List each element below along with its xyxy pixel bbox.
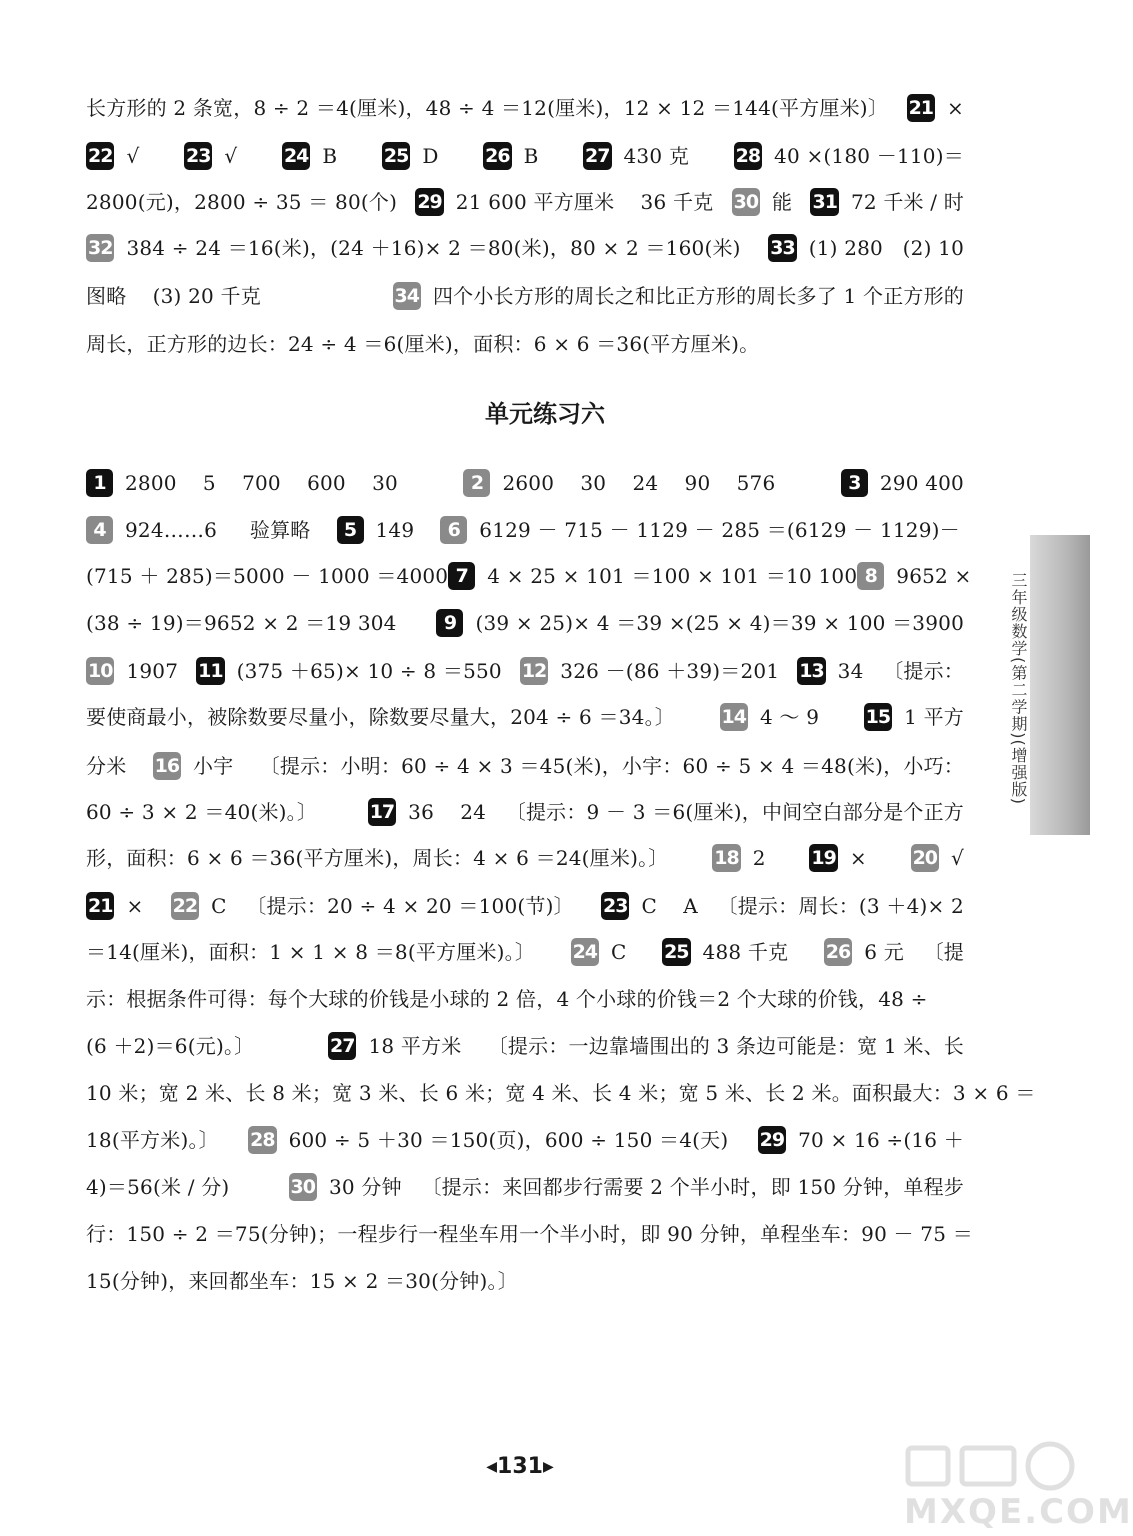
answer-text-segment xyxy=(86,90,888,126)
answer-item xyxy=(171,888,574,924)
answer-text: 15(分钟)，来回都坐车：15 × 2 ＝30(分钟)。〕 xyxy=(86,1269,518,1293)
question-number-badge: 33 xyxy=(768,234,796,262)
answer-text-segment xyxy=(86,605,397,641)
question-number-badge: 23 xyxy=(601,892,629,920)
answer-item xyxy=(436,605,964,641)
answer-text-segment xyxy=(86,1216,973,1252)
question-number-badge: 16 xyxy=(153,752,181,780)
answer-text: × xyxy=(849,846,867,870)
answer-line xyxy=(86,326,964,362)
answer-text-segment xyxy=(86,184,397,220)
answer-line xyxy=(86,230,964,266)
answer-item xyxy=(337,512,415,548)
answer-text: 4)＝56(米 / 分) xyxy=(86,1175,230,1199)
question-number-badge: 11 xyxy=(196,657,224,685)
question-number-badge: 20 xyxy=(911,844,939,872)
answer-line xyxy=(86,90,964,126)
answer-item xyxy=(809,840,866,876)
question-number-badge: 4 xyxy=(86,516,113,544)
question-number-badge: 29 xyxy=(415,188,443,216)
page-number-text: 131 xyxy=(497,1454,543,1479)
question-number-badge: 15 xyxy=(864,703,892,731)
answer-text: √ xyxy=(126,144,140,168)
answer-text: 1907 xyxy=(126,659,179,683)
question-number-badge: 30 xyxy=(289,1173,317,1201)
question-number-badge: 8 xyxy=(857,562,884,590)
answer-line xyxy=(86,1169,964,1205)
answer-text: (715 ＋ 285)＝5000 － 1000 ＝4000 xyxy=(86,564,449,588)
answer-text: (1) 280 (2) 10 xyxy=(808,236,964,260)
answer-line xyxy=(86,184,964,220)
answer-text-segment xyxy=(86,1263,518,1299)
question-number-badge: 13 xyxy=(797,657,825,685)
answer-line xyxy=(86,840,964,876)
answer-line xyxy=(86,748,964,784)
answer-item xyxy=(282,138,337,174)
answer-line xyxy=(86,888,964,924)
answer-item xyxy=(583,138,689,174)
answer-item xyxy=(86,653,178,689)
question-number-badge: 27 xyxy=(583,142,611,170)
question-number-badge: 30 xyxy=(732,188,760,216)
question-number-badge: 6 xyxy=(440,516,467,544)
answer-item xyxy=(520,653,779,689)
answer-text: 326 －(86 ＋39)＝201 xyxy=(560,659,780,683)
answer-item xyxy=(86,230,741,266)
answer-text: 要使商最小，被除数要尽量小，除数要尽量大，204 ÷ 6 ＝34。〕 xyxy=(86,705,675,729)
answer-text: 6129 － 715 － 1129 － 285 ＝(6129 － 1129)－ xyxy=(479,518,960,542)
answer-line xyxy=(86,653,964,689)
question-number-badge: 7 xyxy=(448,562,475,590)
answer-line xyxy=(86,465,964,501)
answer-text: 4 ～ 9 xyxy=(759,705,820,729)
answer-text: 40 ×(180 －110)＝ xyxy=(774,144,964,168)
answer-text: 2600 30 24 90 576 xyxy=(502,471,776,495)
answer-text: 72 千米 / 时 xyxy=(850,190,964,214)
answer-text: 488 千克 xyxy=(702,940,789,964)
question-number-badge: 26 xyxy=(483,142,511,170)
question-number-badge: 29 xyxy=(758,1126,786,1154)
answer-item xyxy=(907,90,964,126)
answer-text: C xyxy=(611,940,627,964)
answer-item xyxy=(328,1028,964,1064)
answer-text: 60 ÷ 3 × 2 ＝40(米)。〕 xyxy=(86,800,318,824)
answer-item xyxy=(86,512,311,548)
answer-item xyxy=(911,840,964,876)
answer-item xyxy=(368,794,964,830)
answer-line xyxy=(86,981,964,1017)
question-number-badge: 25 xyxy=(662,938,690,966)
answer-text: 1 平方 xyxy=(904,705,964,729)
answer-line xyxy=(86,512,964,548)
answer-item xyxy=(393,278,965,314)
question-number-badge: 28 xyxy=(248,1126,276,1154)
question-number-badge: 25 xyxy=(382,142,410,170)
answer-text: B xyxy=(523,144,539,168)
page-number xyxy=(455,1452,585,1482)
answer-item xyxy=(662,934,788,970)
answer-text: (6 ＋2)＝6(元)。〕 xyxy=(86,1034,255,1058)
answer-item xyxy=(864,699,964,735)
answer-text: (375 ＋65)× 10 ÷ 8 ＝550 xyxy=(236,659,502,683)
answer-line xyxy=(86,278,964,314)
question-number-badge: 34 xyxy=(393,282,421,310)
answer-text: 384 ÷ 24 ＝16(米)，(24 ＋16)× 2 ＝80(米)，80 × 2 ＝160(米) xyxy=(126,236,741,260)
question-number-badge: 27 xyxy=(328,1032,356,1060)
answer-text: 四个小长方形的周长之和比正方形的周长多了 1 个正方形的 xyxy=(432,284,964,308)
left-arrow-icon: ◀ xyxy=(486,1459,498,1475)
answer-item xyxy=(720,699,820,735)
question-number-badge: 12 xyxy=(520,657,548,685)
answer-item xyxy=(857,558,971,594)
answer-item xyxy=(734,138,964,174)
answer-text: 2800(元)，2800 ÷ 35 ＝ 80(个) xyxy=(86,190,398,214)
answer-text: 36 24 〔提示：9 － 3 ＝6(厘米)，中间空白部分是个正方 xyxy=(408,800,964,824)
answer-text: 21 600 平方厘米 36 千克 xyxy=(455,190,714,214)
answer-text: B xyxy=(322,144,338,168)
answer-text-segment xyxy=(86,326,759,362)
answer-text: 9652 × xyxy=(896,564,972,588)
answer-item xyxy=(184,138,237,174)
right-arrow-icon: ▶ xyxy=(542,1459,554,1475)
answer-item xyxy=(86,888,143,924)
answer-item xyxy=(483,138,538,174)
answer-text: 分米 xyxy=(86,754,127,778)
answer-text: 形，面积：6 × 6 ＝36(平方厘米)，周长：4 × 6 ＝24(厘米)。〕 xyxy=(86,846,669,870)
answer-text: 34 〔提示： xyxy=(837,659,964,683)
answer-line xyxy=(86,1216,973,1252)
answer-item xyxy=(463,465,775,501)
question-number-badge: 10 xyxy=(86,657,114,685)
question-number-badge: 22 xyxy=(86,142,114,170)
answer-text: 长方形的 2 条宽，8 ÷ 2 ＝4(厘米)，48 ÷ 4 ＝12(厘米)，12 × 12 ＝144(平方厘米)〕 xyxy=(86,96,889,120)
answer-item xyxy=(153,748,964,784)
question-number-badge: 14 xyxy=(720,703,748,731)
answer-text: 2800 5 700 600 30 xyxy=(125,471,398,495)
question-number-badge: 5 xyxy=(337,516,364,544)
answer-line xyxy=(86,699,964,735)
answer-item xyxy=(601,888,964,924)
answer-line xyxy=(86,794,964,830)
answer-text: 2 xyxy=(752,846,766,870)
answer-text-segment xyxy=(86,748,126,784)
side-tab xyxy=(1030,535,1090,835)
answer-text-segment xyxy=(86,840,668,876)
answer-item xyxy=(86,138,139,174)
section-title: 单元练习六 xyxy=(485,400,605,428)
answer-item xyxy=(440,512,960,548)
question-number-badge: 9 xyxy=(436,609,463,637)
answer-item xyxy=(768,230,964,266)
answer-text: 18 平方米 〔提示：一边靠墙围出的 3 条边可能是：宽 1 米、长 xyxy=(368,1034,964,1058)
answer-text: 周长，正方形的边长：24 ÷ 4 ＝6(厘米)，面积：6 × 6 ＝36(平方厘米)。 xyxy=(86,332,760,356)
answer-line xyxy=(86,934,964,970)
answer-item xyxy=(571,934,627,970)
answer-text: 行：150 ÷ 2 ＝75(分钟)；一程步行一程坐车用一个半小时，即 90 分钟，单程坐车：90 － 75 ＝ xyxy=(86,1222,973,1246)
answer-text: 示：根据条件可得：每个大球的价钱是小球的 2 倍，4 个小球的价钱＝2 个大球的价钱，48 ÷ xyxy=(86,987,928,1011)
answer-text: 924……6 验算略 xyxy=(125,518,311,542)
question-number-badge: 24 xyxy=(282,142,310,170)
question-number-badge: 28 xyxy=(734,142,762,170)
question-number-badge: 3 xyxy=(841,469,868,497)
answer-text-segment xyxy=(86,1028,254,1064)
answer-line xyxy=(86,1263,964,1299)
answer-text: C 〔提示：20 ÷ 4 × 20 ＝100(节)〕 xyxy=(211,894,574,918)
question-number-badge: 22 xyxy=(171,892,199,920)
watermark-logo-icon xyxy=(900,1440,1080,1496)
answer-text: 10 米；宽 2 米、长 8 米；宽 3 米、长 6 米；宽 4 米、长 4 米；宽 5 米、长 2 米。面积最大：3 × 6 ＝ xyxy=(86,1081,1036,1105)
answer-text: 430 克 xyxy=(623,144,690,168)
answer-text: (38 ÷ 19)＝9652 × 2 ＝19 304 xyxy=(86,611,397,635)
answer-line xyxy=(86,558,972,594)
answer-item xyxy=(712,840,765,876)
answer-text-segment xyxy=(86,1169,229,1205)
answer-item xyxy=(732,184,793,220)
question-number-badge: 21 xyxy=(86,892,114,920)
answer-text-segment xyxy=(86,1122,219,1158)
answer-line xyxy=(86,605,964,641)
answer-line xyxy=(86,1075,1036,1111)
answer-text-segment xyxy=(86,558,448,594)
question-number-badge: 21 xyxy=(907,94,935,122)
answer-text: 小宇 〔提示：小明：60 ÷ 4 × 3 ＝45(米)，小宇：60 ÷ 5 × 4 ＝48(米)，小巧： xyxy=(193,754,964,778)
question-number-badge: 26 xyxy=(824,938,852,966)
answer-item xyxy=(824,934,964,970)
answer-text: 600 ÷ 5 ＋30 ＝150(页)，600 ÷ 150 ＝4(天) xyxy=(288,1128,729,1152)
answer-line xyxy=(86,138,964,174)
answer-item xyxy=(86,465,398,501)
answer-text: 149 xyxy=(375,518,415,542)
answer-item xyxy=(841,465,964,501)
watermark-text: MXQE.COM xyxy=(904,1492,1133,1532)
question-number-badge: 32 xyxy=(86,234,114,262)
answer-item xyxy=(810,184,964,220)
answer-text: 290 400 xyxy=(879,471,964,495)
answer-text: (39 × 25)× 4 ＝39 ×(25 × 4)＝39 × 100 ＝3900 xyxy=(475,611,964,635)
question-number-badge: 2 xyxy=(463,469,490,497)
question-number-badge: 31 xyxy=(810,188,838,216)
answer-text-segment xyxy=(86,934,535,970)
answer-text-segment xyxy=(86,699,675,735)
answer-text: × xyxy=(947,96,964,120)
answer-text: 18(平方米)。〕 xyxy=(86,1128,219,1152)
answer-text-segment xyxy=(86,1075,1036,1111)
answer-line xyxy=(86,1028,964,1064)
answer-text: 30 分钟 〔提示：来回都步行需要 2 个半小时，即 150 分钟，单程步 xyxy=(328,1175,964,1199)
answer-item xyxy=(248,1122,728,1158)
question-number-badge: 23 xyxy=(184,142,212,170)
answer-item xyxy=(196,653,502,689)
answer-line xyxy=(86,1122,964,1158)
answer-item xyxy=(382,138,439,174)
answer-text-segment xyxy=(86,794,317,830)
question-number-badge: 19 xyxy=(809,844,837,872)
question-number-badge: 18 xyxy=(712,844,740,872)
answer-item xyxy=(415,184,713,220)
answer-text: √ xyxy=(224,144,238,168)
answer-item xyxy=(797,653,964,689)
answer-text: ＝14(厘米)，面积：1 × 1 × 8 ＝8(平方厘米)。〕 xyxy=(86,940,536,964)
watermark xyxy=(900,1440,1133,1532)
question-number-badge: 24 xyxy=(571,938,599,966)
answer-text: 6 元 〔提 xyxy=(864,940,964,964)
answer-text: × xyxy=(126,894,144,918)
answer-text: 4 × 25 × 101 ＝100 × 101 ＝10 100 xyxy=(487,564,858,588)
answer-item xyxy=(758,1122,964,1158)
answer-text-segment xyxy=(86,278,261,314)
answer-text: 能 xyxy=(772,190,793,214)
answer-text: √ xyxy=(951,846,964,870)
answer-text: C A 〔提示：周长：(3 ＋4)× 2 xyxy=(641,894,964,918)
question-number-badge: 1 xyxy=(86,469,113,497)
question-number-badge: 17 xyxy=(368,798,396,826)
answer-text: 图略 (3) 20 千克 xyxy=(86,284,261,308)
answer-item xyxy=(289,1169,964,1205)
answer-text-segment xyxy=(86,981,928,1017)
side-label: 三年级数学(第二学期)(增强版) xyxy=(1009,571,1028,805)
answer-text: D xyxy=(422,144,439,168)
answer-text: 70 × 16 ÷(16 ＋ xyxy=(798,1128,964,1152)
answer-item xyxy=(448,558,857,594)
